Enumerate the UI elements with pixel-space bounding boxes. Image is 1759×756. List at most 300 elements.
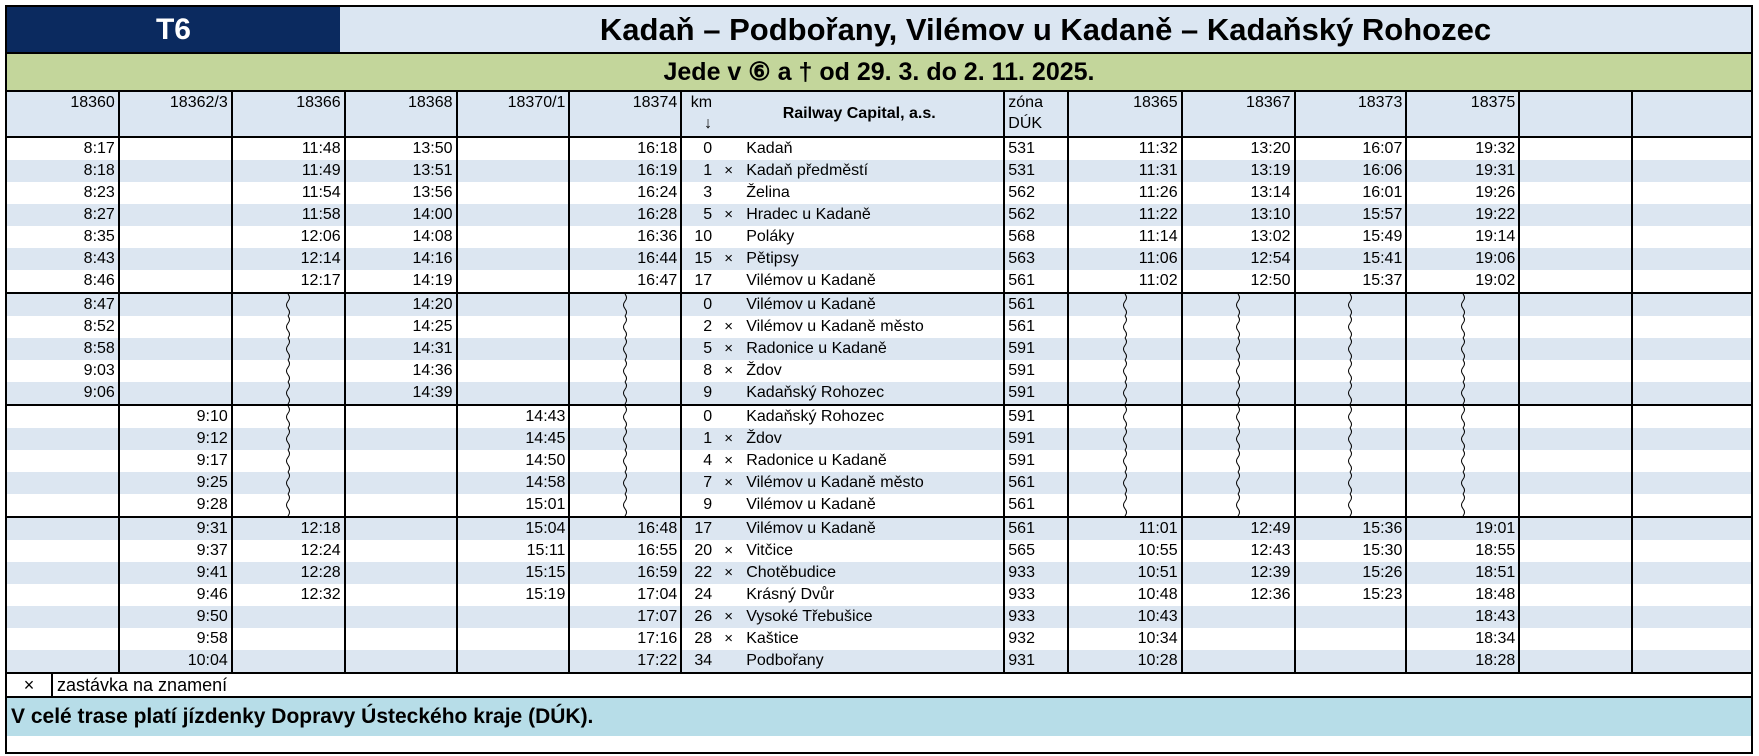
pass-through-line-icon [284,428,292,450]
zone-number: 561 [1004,293,1067,316]
pass-through-line-icon [1459,406,1467,428]
departure-time [345,494,457,517]
departure-time: 16:19 [569,160,681,182]
departure-time [1068,316,1182,338]
station-name: Vilémov u Kadaně město [742,316,1004,338]
km-value: 5 [681,204,715,226]
request-stop-icon: × [715,562,742,584]
departure-time [232,628,345,650]
departure-time [1519,628,1632,650]
timetable-row [7,650,1751,672]
departure-time: 19:14 [1406,226,1519,248]
departure-time [457,316,570,338]
train-number: 18365 [1068,92,1182,137]
station-name: Vilémov u Kadaně [742,517,1004,540]
departure-time [1519,316,1632,338]
departure-time [457,270,570,293]
station-name: Chotěbudice [742,562,1004,584]
departure-time: 14:36 [345,360,457,382]
timetable-row [7,338,1751,360]
timetable-row [7,248,1751,270]
timetable-row [7,472,1751,494]
departure-time [1632,338,1751,360]
departure-time [1295,405,1407,428]
pass-through-line-icon [1121,472,1129,494]
departure-time: 12:28 [232,562,345,584]
pass-through-line-icon [1121,316,1129,338]
departure-time [1632,316,1751,338]
departure-time: 15:37 [1295,270,1407,293]
pass-through-line-icon [1234,294,1242,316]
departure-time: 10:28 [1068,650,1182,672]
zone-label: zóna [1008,94,1043,111]
train-number [1519,92,1632,137]
departure-time: 13:20 [1182,137,1295,160]
timetable-sheet [5,5,1753,754]
timetable-row [7,405,1751,428]
departure-time: 18:51 [1406,562,1519,584]
station-name: Vysoké Třebušice [742,606,1004,628]
request-stop-icon [715,182,742,204]
departure-time [1182,293,1295,316]
departure-time: 17:04 [569,584,681,606]
zone-number: 591 [1004,382,1067,405]
timetable-row [7,204,1751,226]
departure-time [457,650,570,672]
timetable-header [7,7,1751,54]
pass-through-line-icon [1121,428,1129,450]
pass-through-line-icon [1234,406,1242,428]
departure-time [7,450,119,472]
departure-time: 16:06 [1295,160,1407,182]
departure-time: 10:55 [1068,540,1182,562]
station-name: Radonice u Kadaně [742,450,1004,472]
departure-time: 15:11 [457,540,570,562]
departure-time: 12:54 [1182,248,1295,270]
departure-time [1068,338,1182,360]
station-name: Vilémov u Kadaně [742,270,1004,293]
departure-time [1406,360,1519,382]
departure-time: 13:10 [1182,204,1295,226]
departure-time [1406,338,1519,360]
request-stop-icon [715,517,742,540]
departure-time [1295,606,1407,628]
departure-time: 12:43 [1182,540,1295,562]
timetable-row [7,137,1751,160]
timetable-row [7,428,1751,450]
departure-time: 9:37 [119,540,232,562]
ticket-note: V celé trase platí jízdenky Dopravy Ústeckého kraje (DÚK). [7,698,1751,736]
departure-time: 19:02 [1406,270,1519,293]
departure-time [1295,360,1407,382]
departure-time: 11:54 [232,182,345,204]
departure-time [457,293,570,316]
departure-time: 9:25 [119,472,232,494]
departure-time [1519,562,1632,584]
pass-through-line-icon [1346,294,1354,316]
departure-time: 12:36 [1182,584,1295,606]
departure-time: 10:43 [1068,606,1182,628]
zone-number: 562 [1004,204,1067,226]
km-value: 15 [681,248,715,270]
departure-time: 15:57 [1295,204,1407,226]
zone-number: 531 [1004,137,1067,160]
train-number: 18373 [1295,92,1407,137]
departure-time [1519,606,1632,628]
departure-time: 12:17 [232,270,345,293]
departure-time [1068,360,1182,382]
departure-time [569,428,681,450]
departure-time [457,360,570,382]
departure-time [569,472,681,494]
station-name: Vilémov u Kadaně město [742,472,1004,494]
departure-time [1068,450,1182,472]
request-stop-icon [715,494,742,517]
timetable-row [7,450,1751,472]
departure-time [1632,270,1751,293]
departure-time: 16:59 [569,562,681,584]
pass-through-line-icon [1346,360,1354,382]
departure-time [345,584,457,606]
timetable-row [7,160,1751,182]
station-name: Ždov [742,360,1004,382]
departure-time [1519,517,1632,540]
departure-time [119,270,232,293]
station-name: Pětipsy [742,248,1004,270]
departure-time [232,650,345,672]
timetable-row [7,270,1751,293]
km-value: 0 [681,405,715,428]
pass-through-line-icon [1346,472,1354,494]
departure-time [1519,428,1632,450]
request-stop-icon: × [7,674,53,696]
request-stop-icon: × [715,248,742,270]
departure-time [1182,628,1295,650]
departure-time [7,517,119,540]
departure-time [7,584,119,606]
km-value: 2 [681,316,715,338]
station-name: Ždov [742,428,1004,450]
request-stop-icon [715,584,742,606]
zone-number: 933 [1004,562,1067,584]
line-id: T6 [7,7,340,52]
departure-time: 12:50 [1182,270,1295,293]
departure-time: 12:49 [1182,517,1295,540]
km-value: 17 [681,517,715,540]
pass-through-line-icon [1234,494,1242,516]
km-value: 20 [681,540,715,562]
departure-time: 9:28 [119,494,232,517]
departure-time: 9:41 [119,562,232,584]
departure-time [1632,450,1751,472]
station-name: Krásný Dvůr [742,584,1004,606]
departure-time [1295,382,1407,405]
departure-time: 17:22 [569,650,681,672]
departure-time: 14:39 [345,382,457,405]
departure-time [345,606,457,628]
departure-time [7,540,119,562]
departure-time: 8:47 [7,293,119,316]
departure-time [7,628,119,650]
departure-time [1182,472,1295,494]
departure-time: 16:47 [569,270,681,293]
pass-through-line-icon [1234,382,1242,404]
pass-through-line-icon [1459,316,1467,338]
pass-through-line-icon [621,406,629,428]
departure-time [1182,382,1295,405]
departure-time [232,450,345,472]
pass-through-line-icon [284,316,292,338]
timetable-body [7,137,1751,672]
zone-number: 568 [1004,226,1067,248]
departure-time [1182,360,1295,382]
departure-time: 10:51 [1068,562,1182,584]
departure-time [1406,472,1519,494]
timetable-row [7,517,1751,540]
departure-time [457,204,570,226]
departure-time [1632,248,1751,270]
km-value: 7 [681,472,715,494]
departure-time: 16:36 [569,226,681,248]
departure-time: 14:25 [345,316,457,338]
request-stop-icon [715,270,742,293]
timetable-row [7,606,1751,628]
departure-time [1632,160,1751,182]
departure-time [232,494,345,517]
departure-time [232,606,345,628]
route-title: Kadaň – Podbořany, Vilémov u Kadaně – Kadaňský Rohozec [340,7,1751,52]
departure-time: 12:32 [232,584,345,606]
departure-time [1182,606,1295,628]
departure-time: 15:19 [457,584,570,606]
pass-through-line-icon [1459,450,1467,472]
station-name: Kadaň [742,137,1004,160]
departure-time [345,650,457,672]
departure-time [119,338,232,360]
departure-time: 11:31 [1068,160,1182,182]
train-number: 18375 [1406,92,1519,137]
departure-time: 14:45 [457,428,570,450]
departure-time: 11:26 [1068,182,1182,204]
departure-time: 16:24 [569,182,681,204]
departure-time: 11:32 [1068,137,1182,160]
departure-time [7,428,119,450]
station-name: Vilémov u Kadaně [742,494,1004,517]
departure-time [1519,540,1632,562]
departure-time [1406,428,1519,450]
departure-time [569,293,681,316]
departure-time [457,606,570,628]
departure-time: 8:23 [7,182,119,204]
pass-through-line-icon [1459,494,1467,516]
departure-time [1519,137,1632,160]
departure-time: 15:01 [457,494,570,517]
legend-text: zastávka na znamení [57,674,228,695]
departure-time: 16:07 [1295,137,1407,160]
departure-time: 9:17 [119,450,232,472]
km-value: 24 [681,584,715,606]
zone-number: 561 [1004,472,1067,494]
pass-through-line-icon [1459,294,1467,316]
departure-time [457,137,570,160]
departure-time [1632,494,1751,517]
departure-time: 16:01 [1295,182,1407,204]
departure-time: 11:02 [1068,270,1182,293]
departure-time [1295,494,1407,517]
departure-time [232,338,345,360]
pass-through-line-icon [1346,494,1354,516]
departure-time [1295,450,1407,472]
pass-through-line-icon [1121,294,1129,316]
departure-time [232,405,345,428]
timetable-row [7,182,1751,204]
departure-time [1068,494,1182,517]
departure-time: 18:28 [1406,650,1519,672]
pass-through-line-icon [284,360,292,382]
departure-time [569,338,681,360]
departure-time [569,316,681,338]
km-value: 9 [681,382,715,405]
departure-time [569,360,681,382]
station-name: Kadaňský Rohozec [742,382,1004,405]
departure-time [569,382,681,405]
station-name: Vilémov u Kadaně [742,293,1004,316]
request-stop-icon [715,382,742,405]
request-stop-icon [715,293,742,316]
departure-time [569,405,681,428]
departure-time: 9:50 [119,606,232,628]
departure-time: 19:22 [1406,204,1519,226]
km-value: 5 [681,338,715,360]
train-number: 18366 [232,92,345,137]
pass-through-line-icon [1346,406,1354,428]
timetable-row [7,316,1751,338]
departure-time [1295,650,1407,672]
pass-through-line-icon [621,450,629,472]
pass-through-line-icon [621,428,629,450]
departure-time [1406,382,1519,405]
zone-number: 562 [1004,182,1067,204]
departure-time: 14:19 [345,270,457,293]
departure-time [232,293,345,316]
request-stop-icon: × [715,628,742,650]
departure-time [1182,405,1295,428]
timetable-row [7,293,1751,316]
zone-number: 931 [1004,650,1067,672]
pass-through-line-icon [1346,316,1354,338]
zone-header [1004,92,1067,137]
train-number: 18374 [569,92,681,137]
km-value: 3 [681,182,715,204]
departure-time [1182,450,1295,472]
km-value: 10 [681,226,715,248]
departure-time [1632,540,1751,562]
departure-time [7,494,119,517]
departure-time [457,226,570,248]
departure-time [345,472,457,494]
departure-time [119,226,232,248]
departure-time [1519,182,1632,204]
departure-time: 11:14 [1068,226,1182,248]
header-row [7,92,1751,137]
timetable-row [7,562,1751,584]
zone-number: 565 [1004,540,1067,562]
departure-time: 9:12 [119,428,232,450]
pass-through-line-icon [1234,428,1242,450]
pass-through-line-icon [284,382,292,404]
station-name: Hradec u Kadaně [742,204,1004,226]
operator-name: Railway Capital, a.s. [715,92,1004,137]
departure-time: 8:46 [7,270,119,293]
departure-time [119,382,232,405]
departure-time: 14:08 [345,226,457,248]
request-stop-icon: × [715,204,742,226]
departure-time [1295,472,1407,494]
validity-note: Jede v ⑥ a † od 29. 3. do 2. 11. 2025. [7,54,1751,92]
km-value: 0 [681,293,715,316]
departure-time [1406,293,1519,316]
request-stop-icon: × [715,316,742,338]
departure-time: 16:55 [569,540,681,562]
pass-through-line-icon [1121,494,1129,516]
departure-time: 19:01 [1406,517,1519,540]
departure-time: 13:14 [1182,182,1295,204]
timetable-grid [7,92,1751,672]
departure-time: 14:43 [457,405,570,428]
km-value: 9 [681,494,715,517]
departure-time [1632,562,1751,584]
departure-time [1632,606,1751,628]
pass-through-line-icon [1346,338,1354,360]
departure-time: 12:06 [232,226,345,248]
departure-time [345,562,457,584]
zone-number: 932 [1004,628,1067,650]
departure-time [345,628,457,650]
departure-time [119,248,232,270]
departure-time: 12:39 [1182,562,1295,584]
km-value: 34 [681,650,715,672]
departure-time: 19:26 [1406,182,1519,204]
departure-time: 9:03 [7,360,119,382]
departure-time [569,450,681,472]
departure-time [1182,338,1295,360]
departure-time: 10:48 [1068,584,1182,606]
zone-number: 563 [1004,248,1067,270]
request-stop-icon: × [715,428,742,450]
km-value: 1 [681,160,715,182]
pass-through-line-icon [1121,360,1129,382]
departure-time: 17:16 [569,628,681,650]
departure-time [7,650,119,672]
pass-through-line-icon [1121,382,1129,404]
timetable-row [7,540,1751,562]
departure-time: 19:31 [1406,160,1519,182]
departure-time [1182,428,1295,450]
departure-time: 9:10 [119,405,232,428]
km-header [681,92,715,137]
departure-time [1519,650,1632,672]
pass-through-line-icon [621,472,629,494]
pass-through-line-icon [284,338,292,360]
departure-time: 15:30 [1295,540,1407,562]
departure-time [1519,204,1632,226]
departure-time: 15:15 [457,562,570,584]
pass-through-line-icon [621,338,629,360]
departure-time: 14:20 [345,293,457,316]
departure-time: 9:06 [7,382,119,405]
km-value: 1 [681,428,715,450]
timetable-row [7,628,1751,650]
